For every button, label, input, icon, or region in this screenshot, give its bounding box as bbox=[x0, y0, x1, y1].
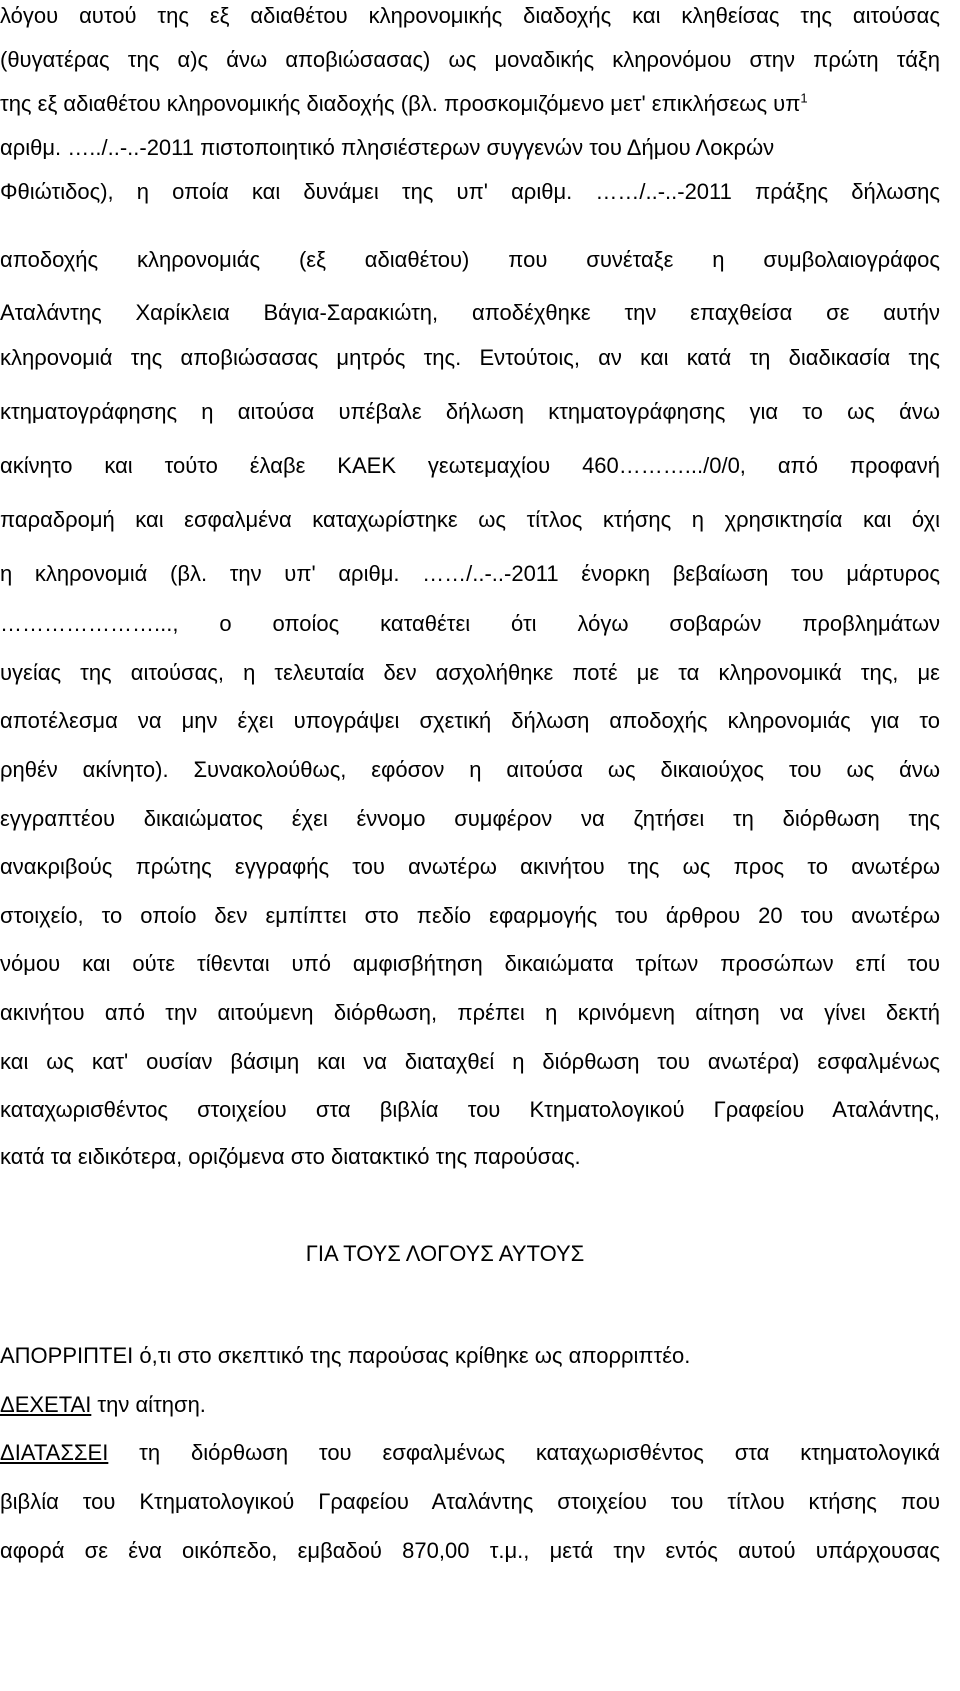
body-line: παραδρομή και εσφαλμένα καταχωρίστηκε ως τίτλος κτήσης η χρησικτησία και όχι bbox=[0, 507, 940, 532]
ruling-order-line: βιβλία του Κτηματολογικού Γραφείου Αταλάντης στοιχείου του τίτλου κτήσης που bbox=[0, 1489, 940, 1514]
body-line: και ως κατ' ουσίαν βάσιμη και να διαταχθεί η διόρθωση του ανωτέρα) εσφαλμένως bbox=[0, 1049, 940, 1074]
body-line-text: της εξ αδιαθέτου κληρονομικής διαδοχής (βλ. προσκομιζόμενο μετ' επικλήσεως υπ bbox=[0, 91, 801, 116]
body-line: καταχωρισθέντος στοιχείου στα βιβλία του Κτηματολογικού Γραφείου Αταλάντης, bbox=[0, 1097, 940, 1122]
footnote-mark: 1 bbox=[800, 90, 808, 106]
ruling-reject: ΑΠΟΡΡΙΠΤΕΙ ό,τι στο σκεπτικό της παρούσας κρίθηκε ως απορριπτέο. bbox=[0, 1343, 691, 1368]
body-line: ανακριβούς πρώτης εγγραφής του ανωτέρω ακινήτου της ως προς το ανωτέρω bbox=[0, 854, 940, 879]
ruling-accept-text: την αίτηση. bbox=[91, 1392, 206, 1417]
body-line-text: ρηθέν ακίνητο). Συνακολούθως, εφόσον η αιτούσα ως δικαιούχος του ως άνω bbox=[0, 757, 940, 782]
body-line: ακίνητο και τούτο έλαβε ΚΑΕΚ γεωτεμαχίου 460……….../0/0, από προφανή bbox=[0, 453, 940, 478]
body-line: αποδοχής κληρονομιάς (εξ αδιαθέτου) που συνέταξε η συμβολαιογράφος bbox=[0, 247, 940, 272]
body-line: κτηματογράφησης η αιτούσα υπέβαλε δήλωση κτηματογράφησης για το ως άνω bbox=[0, 399, 940, 424]
body-line: αποτέλεσμα να μην έχει υπογράψει σχετική δήλωση αποδοχής κληρονομιάς για το bbox=[0, 708, 940, 733]
ruling-order-keyword: ΔΙΑΤΑΣΣΕΙ bbox=[0, 1440, 109, 1465]
body-line bbox=[0, 90, 808, 118]
body-line: στοιχείο, το οποίο δεν εμπίπτει στο πεδίο εφαρμογής του άρθρου 20 του ανωτέρω bbox=[0, 903, 940, 928]
body-line: λόγου αυτού της εξ αδιαθέτου κληρονομικής διαδοχής και κληθείσας της αιτούσας bbox=[0, 3, 940, 28]
ruling-accept bbox=[0, 1391, 206, 1419]
body-line: νόμου και ούτε τίθενται υπό αμφισβήτηση δικαιώματα τρίτων προσώπων επί του bbox=[0, 951, 940, 976]
body-line: εγγραπτέου δικαιώματος έχει έννομο συμφέρον να ζητήσει τη διόρθωση της bbox=[0, 806, 940, 831]
ruling-order-line: αφορά σε ένα οικόπεδο, εμβαδού 870,00 τ.μ., μετά την εντός αυτού υπάρχουσας bbox=[0, 1538, 940, 1563]
body-line: (θυγατέρας της α)ς άνω αποβιώσασας) ως μοναδικής κληρονόμου στην πρώτη τάξη bbox=[0, 47, 940, 72]
body-line: κληρονομιά της αποβιώσασας μητρός της. Εντούτοις, αν και κατά τη διαδικασία της bbox=[0, 345, 940, 370]
body-line: αριθμ. …../..-..-2011 πιστοποιητικό πλησιέστερων συγγενών του Δήμου Λοκρών bbox=[0, 135, 775, 160]
ruling-accept-keyword: ΔΕΧΕΤΑΙ bbox=[0, 1392, 92, 1417]
body-line: Φθιώτιδος), η οποία και δυνάμει της υπ' αριθμ. ……/..-..-2011 πράξης δήλωσης bbox=[0, 179, 940, 204]
body-line: Αταλάντης Χαρίκλεια Βάγια-Σαρακιώτη, αποδέχθηκε την επαχθείσα σε αυτήν bbox=[0, 300, 940, 325]
body-line: υγείας της αιτούσας, η τελευταία δεν ασχολήθηκε ποτέ με τα κληρονομικά της, με bbox=[0, 660, 940, 685]
ruling-order bbox=[0, 1439, 940, 1467]
body-line: …………………..., ο οποίος καταθέτει ότι λόγω σοβαρών προβλημάτων bbox=[0, 611, 940, 636]
body-line: ακινήτου από την αιτούμενη διόρθωση, πρέπει η κρινόμενη αίτηση να γίνει δεκτή bbox=[0, 1000, 940, 1025]
body-line: η κληρονομιά (βλ. την υπ' αριθμ. ……/..-..-2011 ένορκη βεβαίωση του μάρτυρος bbox=[0, 561, 940, 586]
ruling-order-text: τη διόρθωση του εσφαλμένως καταχωρισθέντος στα κτηματολογικά bbox=[108, 1440, 940, 1465]
section-heading: ΓΙΑ ΤΟΥΣ ΛΟΓΟΥΣ ΑΥΤΟΥΣ bbox=[305, 1241, 585, 1266]
body-line bbox=[0, 756, 940, 784]
body-line: κατά τα ειδικότερα, οριζόμενα στο διατακτικό της παρούσας. bbox=[0, 1144, 581, 1169]
